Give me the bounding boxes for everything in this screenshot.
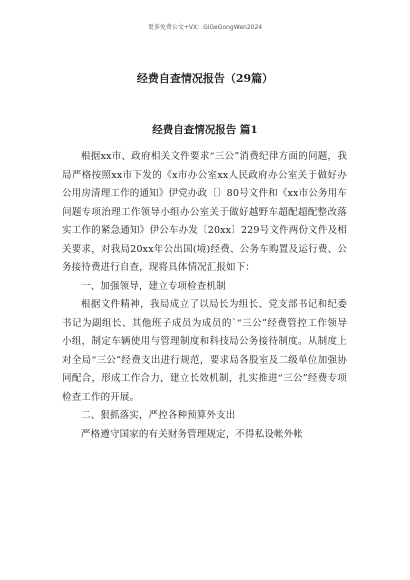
paragraph-2: 严格遵守国家的有关财务管理规定，不得私设帐外帐 [81,428,303,440]
section-title: 经费自查情况报告 篇1 [152,124,258,136]
document-body [62,148,347,444]
heading-1: 一、加强领导，建立专项检查机制 [81,280,226,292]
document-title: 经费自查情况报告（29篇） [136,72,274,85]
header-watermark: 更多免费公文+VX：GiGeGongWen2024 [147,24,263,31]
paragraph-intro: 根据xx市、政府相关文件要求“三公”消费纪律方面的问题，我局严格按照xx市下发的《x市办公室xx人民政府办公室关于做好办公用房清理工作的通知》伊党办政〔〕80号文件和《xx市公务用车问题专项治理工作领导小组办公室关于做好越野车超配超配整改落实工作的紧急通知》伊公车办发〔20xx〕229号文件两份文件及相关要求，对我局20xx年公出国(境)经费、公务车购置及运行费、公务接待费进行自查，现将具体情况汇报如下： [62,151,347,273]
paragraph-1: 根据文件精神，我局成立了以局长为组长、党支部书记和纪委书记为副组长、其他班子成员为成员的`“三公”经费管控工作领导小组，制定车辆使用与管理制度和科技局公务接待制度。从制度上对全局“三公”经费支出进行规范，要求局各股室及二级单位加强协同配合，形成工作合力，建立长效机制，扎实推进“三公”经费专项检查工作的开展。 [62,299,347,403]
heading-2: 二、狠抓落实，严控各种预算外支出 [81,410,236,421]
